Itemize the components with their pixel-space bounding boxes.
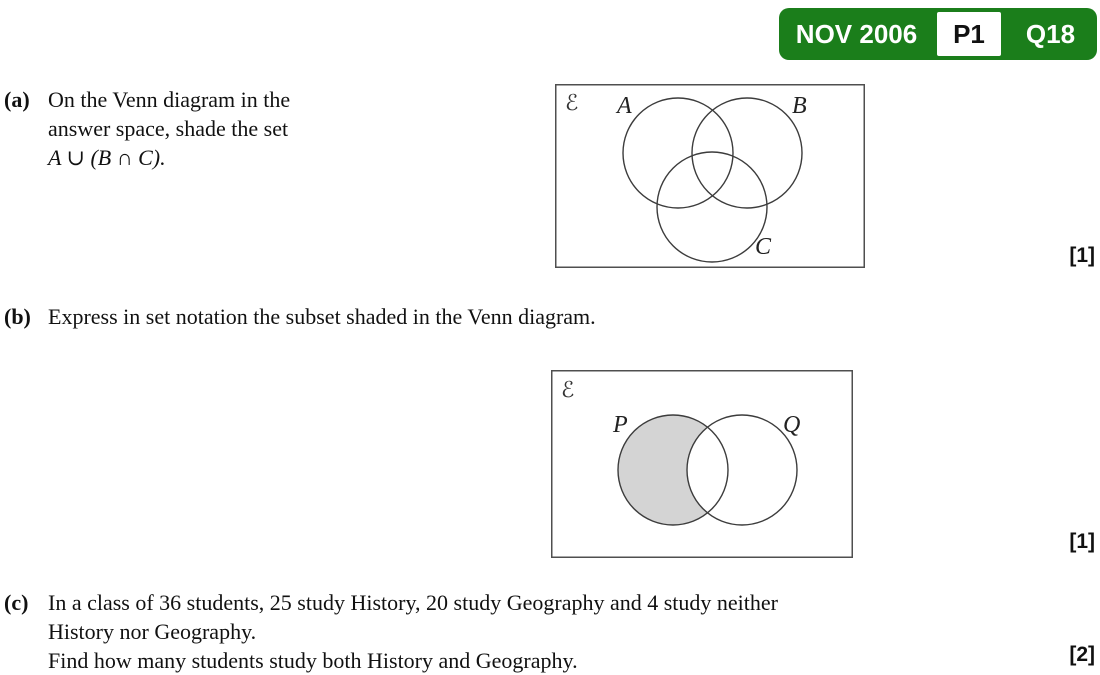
marks-part-c: [2] — [1069, 643, 1095, 666]
question-part-b — [4, 302, 596, 331]
set-a-label: A — [617, 93, 632, 119]
part-c-text-line-1: In a class of 36 students, 25 study History, 20 study Geography and 4 study neither — [48, 590, 778, 615]
universal-set-symbol: ℰ — [565, 91, 579, 116]
part-a-text-line-1: On the Venn diagram in the — [48, 87, 291, 112]
badge-session: NOV 2006 — [795, 18, 918, 49]
question-part-a — [4, 85, 290, 172]
set-p-label: P — [613, 412, 628, 438]
question-part-c — [4, 588, 778, 675]
part-a-label: (a) — [4, 87, 30, 112]
part-c-text-line-3: Find how many students study both History and Geography. — [48, 648, 578, 673]
part-a-set-expression: A ∪ (B ∩ C). — [48, 145, 166, 170]
badge-question: Q18 — [1025, 18, 1076, 49]
set-b-label: B — [792, 93, 807, 119]
circle-set-c — [657, 152, 767, 262]
set-q-label: Q — [783, 412, 801, 438]
venn-diagram-pq — [551, 370, 853, 558]
part-c-label: (c) — [4, 590, 29, 615]
part-b-label: (b) — [4, 304, 31, 329]
circle-set-b — [692, 98, 802, 208]
part-c-text-line-2: History nor Geography. — [48, 619, 257, 644]
circle-set-a — [623, 98, 733, 208]
marks-part-b: [1] — [1069, 530, 1095, 553]
universal-set-symbol: ℰ — [561, 378, 575, 403]
marks-part-a: [1] — [1069, 244, 1095, 267]
venn-diagram-abc — [555, 84, 865, 268]
part-a-text-line-2: answer space, shade the set — [48, 116, 289, 141]
part-b-text: Express in set notation the subset shaded in the Venn diagram. — [48, 304, 596, 329]
set-c-label: C — [755, 234, 772, 260]
badge-paper: P1 — [937, 12, 1001, 56]
exam-reference-badge — [779, 8, 1097, 60]
